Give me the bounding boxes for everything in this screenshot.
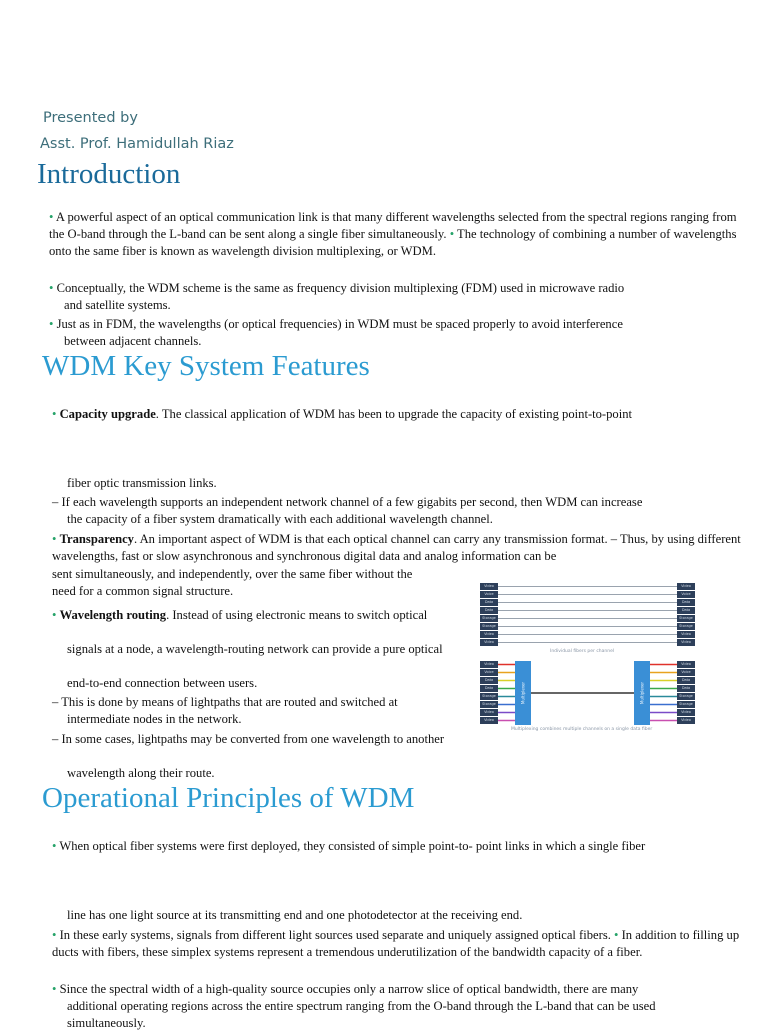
presenter-name: Asst. Prof. Hamidullah Riaz (40, 136, 234, 152)
top-channel-label: Video (677, 583, 695, 590)
capacity-upgrade-cont: fiber optic transmission links. (67, 476, 217, 490)
bullet: • (52, 407, 57, 421)
operational-p1-cont: line has one light source at its transmitting end and one photodetector at the receiving end. (67, 908, 523, 922)
routing-dash-2 (52, 731, 462, 748)
dash1-cont: the capacity of a fiber system dramatically with each additional wavelength channel. (67, 512, 493, 526)
operational-paragraph-3 (52, 981, 752, 1032)
intro-p1-text: A powerful aspect of an optical communication link is that many different wavelengths selected from the spectral regions ranging from the O-band through the L-band can be sent along a single fiber simultaneously. (49, 210, 737, 241)
bottom-channel-label: Storage (480, 701, 498, 708)
routing-title: Wavelength routing (59, 608, 167, 622)
bottom-channel-label: Video (677, 709, 695, 716)
operational-heading: Operational Principles of WDM (42, 782, 415, 814)
top-channel-label: Video (677, 631, 695, 638)
mux-left (515, 661, 531, 725)
top-channel-label: Data (480, 599, 498, 606)
bullet: • (49, 210, 54, 224)
bullet: • (49, 281, 54, 295)
bullet: • (52, 928, 57, 942)
intro-paragraph-1 (49, 209, 739, 260)
bullet: • (52, 982, 57, 996)
bottom-channel-label: Video (480, 709, 498, 716)
intro-p3-text: Just as in FDM, the wavelengths (or optical frequencies) in WDM must be spaced properly to avoid interference (56, 317, 623, 331)
bottom-channel-label: Video (677, 717, 695, 724)
bottom-caption: Multiplexing combines multiple channels on a single data fiber (511, 727, 653, 732)
presented-by-label: Presented by (43, 110, 138, 126)
routing-cont-1: signals at a node, a wavelength-routing network can provide a pure optical (67, 642, 443, 656)
transparency-title: Transparency (59, 532, 134, 546)
top-channel-label: Video (480, 583, 498, 590)
top-channel-label: Video (480, 631, 498, 638)
intro-p3-cont: between adjacent channels. (64, 334, 202, 348)
transparency-cont-1: sent simultaneously, and independently, over the same fiber without the (52, 567, 413, 581)
top-channel-label: Data (677, 599, 695, 606)
op-p3-cont: additional operating regions across the entire spectrum ranging from the O-band through the L-band that can be used (67, 999, 656, 1013)
bullet: • (614, 928, 619, 942)
bullet: • (52, 608, 57, 622)
top-channel-label: Video (677, 639, 695, 646)
top-channel-label: Video (480, 639, 498, 646)
bottom-channel-label: Voice (677, 669, 695, 676)
top-channel-label: Data (677, 607, 695, 614)
intro-paragraph-3 (49, 316, 739, 350)
features-heading: WDM Key System Features (42, 350, 370, 382)
bottom-channel-label: Voice (480, 669, 498, 676)
routing-paragraph (52, 607, 462, 624)
mux-left-label: Multiplexer (520, 681, 526, 705)
bottom-channel-label: Video (480, 717, 498, 724)
mux-right (634, 661, 650, 725)
introduction-heading: Introduction (37, 158, 181, 190)
routing-cont-2: end-to-end connection between users. (67, 676, 258, 690)
capacity-upgrade-text: . The classical application of WDM has been to upgrade the capacity of existing point-to-point (155, 407, 633, 421)
intro-p2-cont: and satellite systems. (64, 298, 171, 312)
bottom-channel-label: Storage (677, 693, 695, 700)
transparency-cont-2: need for a common signal structure. (52, 584, 234, 598)
bullet: • (49, 317, 54, 331)
bottom-channel-label: Video (480, 661, 498, 668)
wdm-diagram (477, 579, 698, 734)
top-channel-label: Voice (677, 591, 695, 598)
top-channel-label: Voice (480, 591, 498, 598)
bullet: • (449, 227, 455, 241)
op-p2-text: In these early systems, signals from different light sources used separate and uniquely assigned optical fibers. (59, 928, 611, 942)
bottom-channel-label: Video (677, 661, 695, 668)
op-p3-cont2: simultaneously. (67, 1016, 146, 1030)
dash1-text: – If each wavelength supports an independent network channel of a few gigabits per second, then WDM can increase (52, 495, 643, 509)
wdm-diagram-lines (477, 579, 698, 734)
op-p2b-text: In addition to filling up ducts with fibers, these simplex systems represent a tremendous underutilization of the bandwidth capacity of a fiber. (52, 928, 740, 959)
bottom-channel-label: Data (677, 685, 695, 692)
dash2-text: – This is done by means of lightpaths that are routed and switched at (52, 695, 398, 709)
intro-p2-text: Conceptually, the WDM scheme is the same as frequency division multiplexing (FDM) used in microwave radio (56, 281, 625, 295)
intro-paragraph-2 (49, 280, 739, 314)
op-p1-text: When optical fiber systems were first deployed, they consisted of simple point-to- point links in which a single fiber (59, 839, 646, 853)
operational-paragraph-1 (52, 838, 752, 855)
bottom-channel-label: Storage (677, 701, 695, 708)
op-p3-text: Since the spectral width of a high-quality source occupies only a narrow slice of optical bandwidth, there are many (59, 982, 639, 996)
dash3-text: – In some cases, lightpaths may be converted from one wavelength to another (52, 732, 445, 746)
routing-text: . Instead of using electronic means to switch optical (166, 608, 428, 622)
operational-paragraph-2 (52, 927, 742, 961)
routing-dash-1 (52, 694, 462, 728)
mux-right-label: Multiplexer (639, 681, 645, 705)
transparency-paragraph (52, 531, 742, 565)
bullet: • (52, 839, 57, 853)
intro-p1b-text: The technology of combining a number of wavelengths onto the same fiber is known as wavelength division multiplexing, or WDM. (49, 227, 737, 258)
bottom-channel-label: Data (677, 677, 695, 684)
dash2-cont: intermediate nodes in the network. (67, 712, 242, 726)
transparency-text: . An important aspect of WDM is that each optical channel can carry any transmission format. – Thus, by using different wavelengths, fast or slow asynchronous and synchronous digital data and analog information can be (52, 532, 741, 563)
top-caption: Individual fibers per channel (550, 649, 615, 654)
bottom-channel-label: Data (480, 677, 498, 684)
capacity-dash-1 (52, 494, 752, 528)
top-channel-label: Data (480, 607, 498, 614)
capacity-upgrade-title: Capacity upgrade (59, 407, 156, 421)
capacity-upgrade-paragraph (52, 406, 742, 423)
bottom-channel-label: Storage (480, 693, 498, 700)
routing-dash-2-cont: wavelength along their route. (67, 766, 215, 780)
top-channel-label: Storage (480, 623, 498, 630)
top-channel-label: Storage (480, 615, 498, 622)
bullet: • (52, 532, 57, 546)
bottom-channel-label: Data (480, 685, 498, 692)
top-channel-label: Storage (677, 623, 695, 630)
top-channel-label: Storage (677, 615, 695, 622)
